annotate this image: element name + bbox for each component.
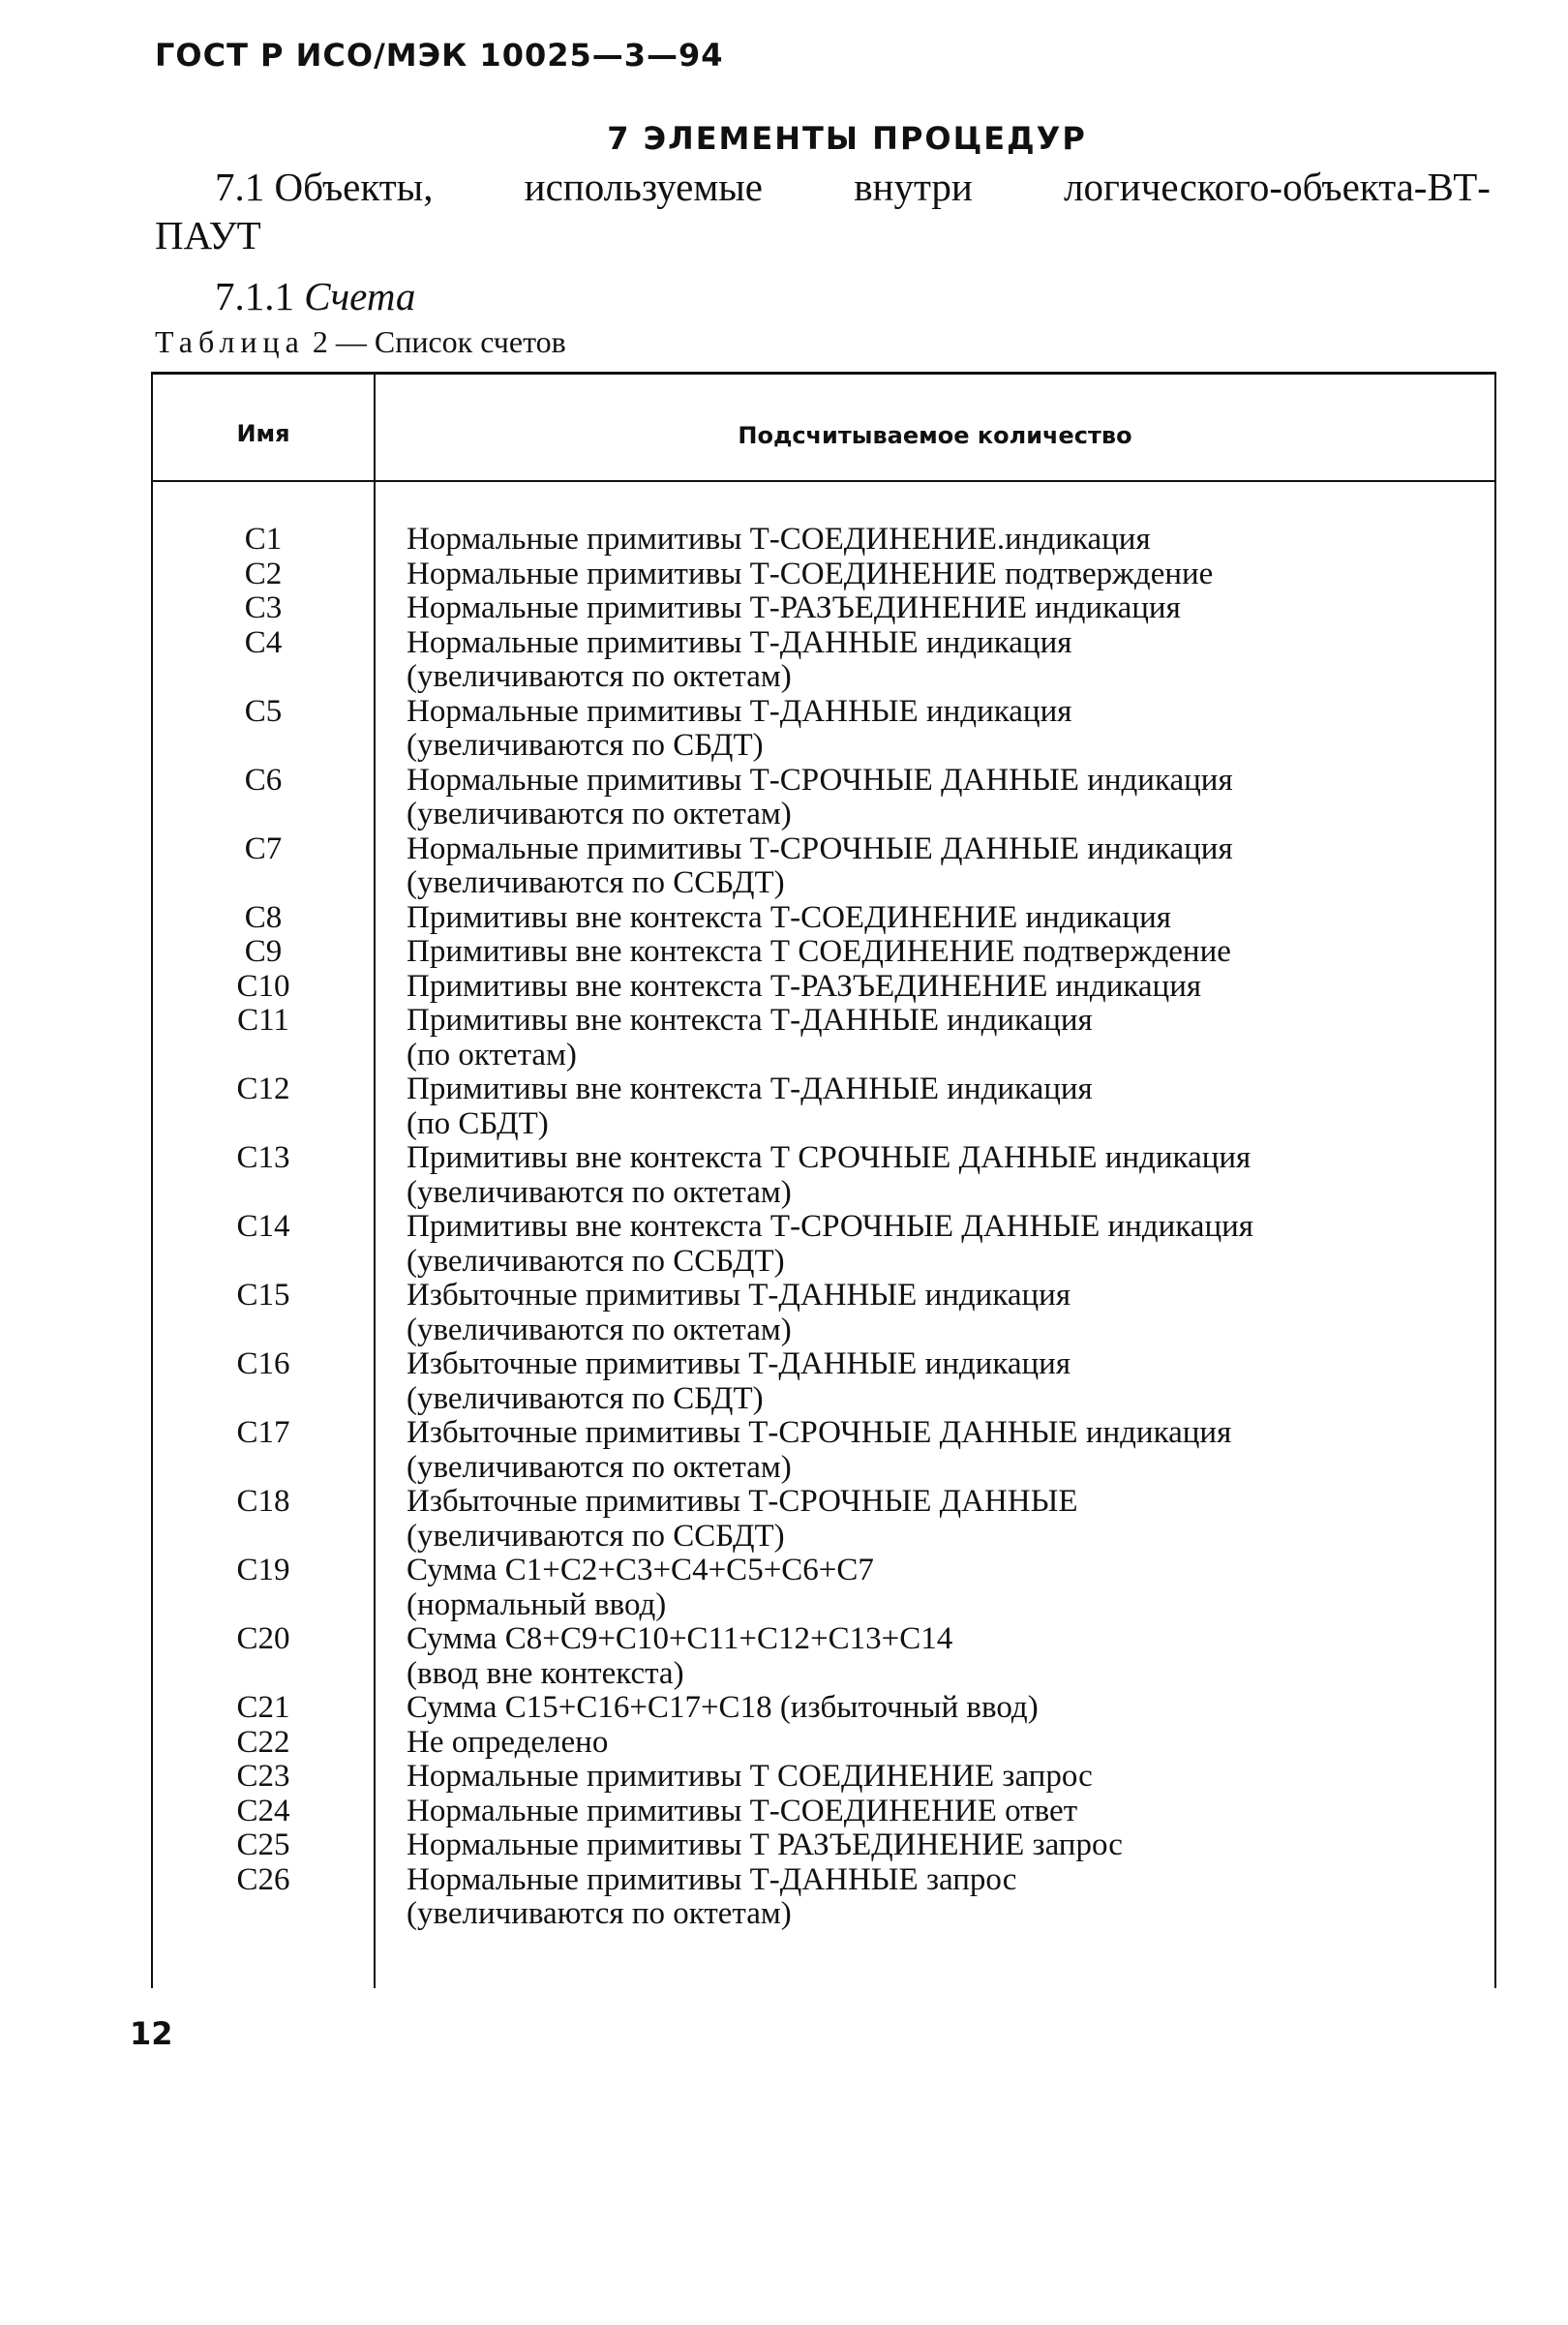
counter-name: C14 (236, 1209, 290, 1244)
counter-name: C26 (236, 1861, 290, 1897)
counter-description: Избыточные примитивы Т-ДАННЫЕ индикация (увеличиваются по октетам) (407, 1278, 1071, 1347)
table-row (153, 764, 1494, 832)
counter-description: Нормальные примитивы Т РАЗЪЕДИНЕНИЕ запрос (407, 1827, 1123, 1862)
counter-description: Нормальные примитивы Т-СОЕДИНЕНИЕ ответ (407, 1793, 1078, 1828)
counter-description: Примитивы вне контекста Т-РАЗЪЕДИНЕНИЕ индикация (407, 968, 1202, 1004)
counter-name: C10 (236, 968, 290, 1004)
subsubsection-title: Счета (304, 274, 416, 318)
counter-name: C7 (244, 830, 283, 866)
counter-description: Сумма C8+C9+C10+C11+C12+C13+C14 (ввод вне контекста) (407, 1621, 953, 1691)
table-row (153, 558, 1494, 592)
table-row (153, 1691, 1494, 1726)
counters-table (151, 372, 1496, 1988)
table-row (153, 1863, 1494, 1932)
table-row (153, 1485, 1494, 1554)
table-row (153, 626, 1494, 695)
counter-name: C20 (236, 1621, 290, 1656)
table-row (153, 1726, 1494, 1761)
counter-name: C13 (236, 1140, 290, 1175)
counter-description: Сумма C15+C16+C17+C18 (избыточный ввод) (407, 1690, 1039, 1725)
table-row (153, 1279, 1494, 1347)
table-row (153, 591, 1494, 626)
table-row (153, 832, 1494, 901)
counter-description: Нормальные примитивы Т-СРОЧНЫЕ ДАННЫЕ индикация (увеличиваются по октетам) (407, 762, 1233, 831)
counter-name: C17 (236, 1415, 290, 1450)
counter-description: Не определено (407, 1724, 609, 1760)
subsection-word-3: внутри (854, 165, 973, 209)
counter-description: Избыточные примитивы Т-СРОЧНЫЕ ДАННЫЕ (увеличиваются по ССБДТ) (407, 1484, 1078, 1554)
table-row (153, 523, 1494, 558)
page-number: 12 (130, 2015, 173, 2052)
subsection-line-2: ПАУТ (155, 213, 261, 257)
table-row (153, 1141, 1494, 1210)
counter-description: Нормальные примитивы Т-ДАННЫЕ индикация (увеличиваются по октетам) (407, 624, 1072, 694)
table-row (153, 1760, 1494, 1795)
counter-name: C19 (236, 1553, 290, 1587)
subsubsection-number: 7.1.1 (215, 274, 294, 318)
counter-name: C22 (236, 1724, 290, 1760)
counter-description: Примитивы вне контекста Т СОЕДИНЕНИЕ подтверждение (407, 934, 1231, 969)
counter-name: C24 (236, 1793, 290, 1828)
counter-name: C5 (244, 693, 283, 729)
counter-name: C3 (244, 590, 283, 625)
table-row (153, 1795, 1494, 1829)
table-row (153, 935, 1494, 970)
counter-description: Нормальные примитивы Т-СОЕДИНЕНИЕ.индикация (407, 522, 1151, 557)
table-row (153, 1828, 1494, 1863)
counter-description: Нормальные примитивы Т-СРОЧНЫЕ ДАННЫЕ индикация (увеличиваются по ССБДТ) (407, 830, 1233, 900)
table-row (153, 1622, 1494, 1691)
counter-name: C9 (244, 934, 283, 969)
subsection-line-1-start (155, 163, 433, 211)
subsection-word-1: Объекты, (274, 165, 434, 209)
table-row (153, 1072, 1494, 1141)
subsection-word-4: логического-объекта-ВТ- (1064, 165, 1491, 209)
counter-description: Сумма C1+C2+C3+C4+C5+C6+C7 (нормальный ввод) (407, 1553, 874, 1622)
subsubsection-heading (215, 273, 415, 319)
counter-description: Примитивы вне контекста Т-ДАННЫЕ индикация (по СБДТ) (407, 1072, 1093, 1141)
counter-name: C18 (236, 1484, 290, 1519)
table-row (153, 1210, 1494, 1279)
counter-description: Примитивы вне контекста Т-ДАННЫЕ индикация (по октетам) (407, 1003, 1093, 1072)
counter-name: C2 (244, 556, 283, 591)
table-body (153, 523, 1494, 1932)
counter-name: C12 (236, 1072, 290, 1106)
counter-name: C6 (244, 762, 283, 798)
subsection-line-1 (155, 163, 1491, 211)
table-caption-text: 2 — Список счетов (312, 324, 566, 359)
table-row (153, 1004, 1494, 1072)
counter-name: C16 (236, 1346, 290, 1381)
table-caption-label: Таблица (155, 324, 305, 359)
subsection-heading (155, 163, 1491, 259)
section-title: 7 ЭЛЕМЕНТЫ ПРОЦЕДУР (607, 120, 1087, 157)
counter-description: Нормальные примитивы Т-ДАННЫЕ индикация (увеличиваются по СБДТ) (407, 693, 1072, 763)
counter-name: C25 (236, 1827, 290, 1862)
counter-description: Нормальные примитивы Т-РАЗЪЕДИНЕНИЕ индикация (407, 590, 1181, 625)
counter-description: Нормальные примитивы Т-СОЕДИНЕНИЕ подтверждение (407, 556, 1214, 591)
counter-name: C8 (244, 899, 283, 935)
counter-description: Избыточные примитивы Т-ДАННЫЕ индикация (увеличиваются по СБДТ) (407, 1346, 1071, 1416)
counter-description: Примитивы вне контекста Т СРОЧНЫЕ ДАННЫЕ индикация (увеличиваются по октетам) (407, 1140, 1251, 1210)
subsection-number: 7.1 (215, 165, 265, 209)
table-header-rule (151, 480, 1496, 482)
counter-description: Примитивы вне контекста Т-СРОЧНЫЕ ДАННЫЕ индикация (увеличиваются по ССБДТ) (407, 1209, 1253, 1279)
table-top-rule (151, 372, 1496, 375)
counter-description: Примитивы вне контекста Т-СОЕДИНЕНИЕ индикация (407, 899, 1171, 935)
counter-name: C11 (237, 1003, 289, 1038)
counter-name: C21 (236, 1690, 290, 1725)
counter-description: Нормальные примитивы Т СОЕДИНЕНИЕ запрос (407, 1759, 1093, 1794)
counter-name: C23 (236, 1759, 290, 1794)
table-row (153, 1416, 1494, 1485)
column-header-name: Имя (236, 420, 290, 447)
table-row (153, 1554, 1494, 1622)
table-caption (155, 324, 566, 360)
subsection-word-2: используемые (524, 165, 764, 209)
counter-name: C4 (244, 624, 283, 660)
counter-name: C15 (236, 1278, 290, 1313)
counter-name: C1 (244, 522, 283, 557)
table-row (153, 970, 1494, 1005)
column-header-quantity: Подсчитываемое количество (738, 422, 1132, 449)
table-right-border (1494, 372, 1496, 1988)
table-row (153, 901, 1494, 936)
table-row (153, 1347, 1494, 1416)
counter-description: Нормальные примитивы Т-ДАННЫЕ запрос (увеличиваются по октетам) (407, 1861, 1017, 1931)
document-header: ГОСТ Р ИСО/МЭК 10025—3—94 (155, 37, 724, 74)
table-row (153, 695, 1494, 764)
counter-description: Избыточные примитивы Т-СРОЧНЫЕ ДАННЫЕ индикация (увеличиваются по октетам) (407, 1415, 1232, 1485)
